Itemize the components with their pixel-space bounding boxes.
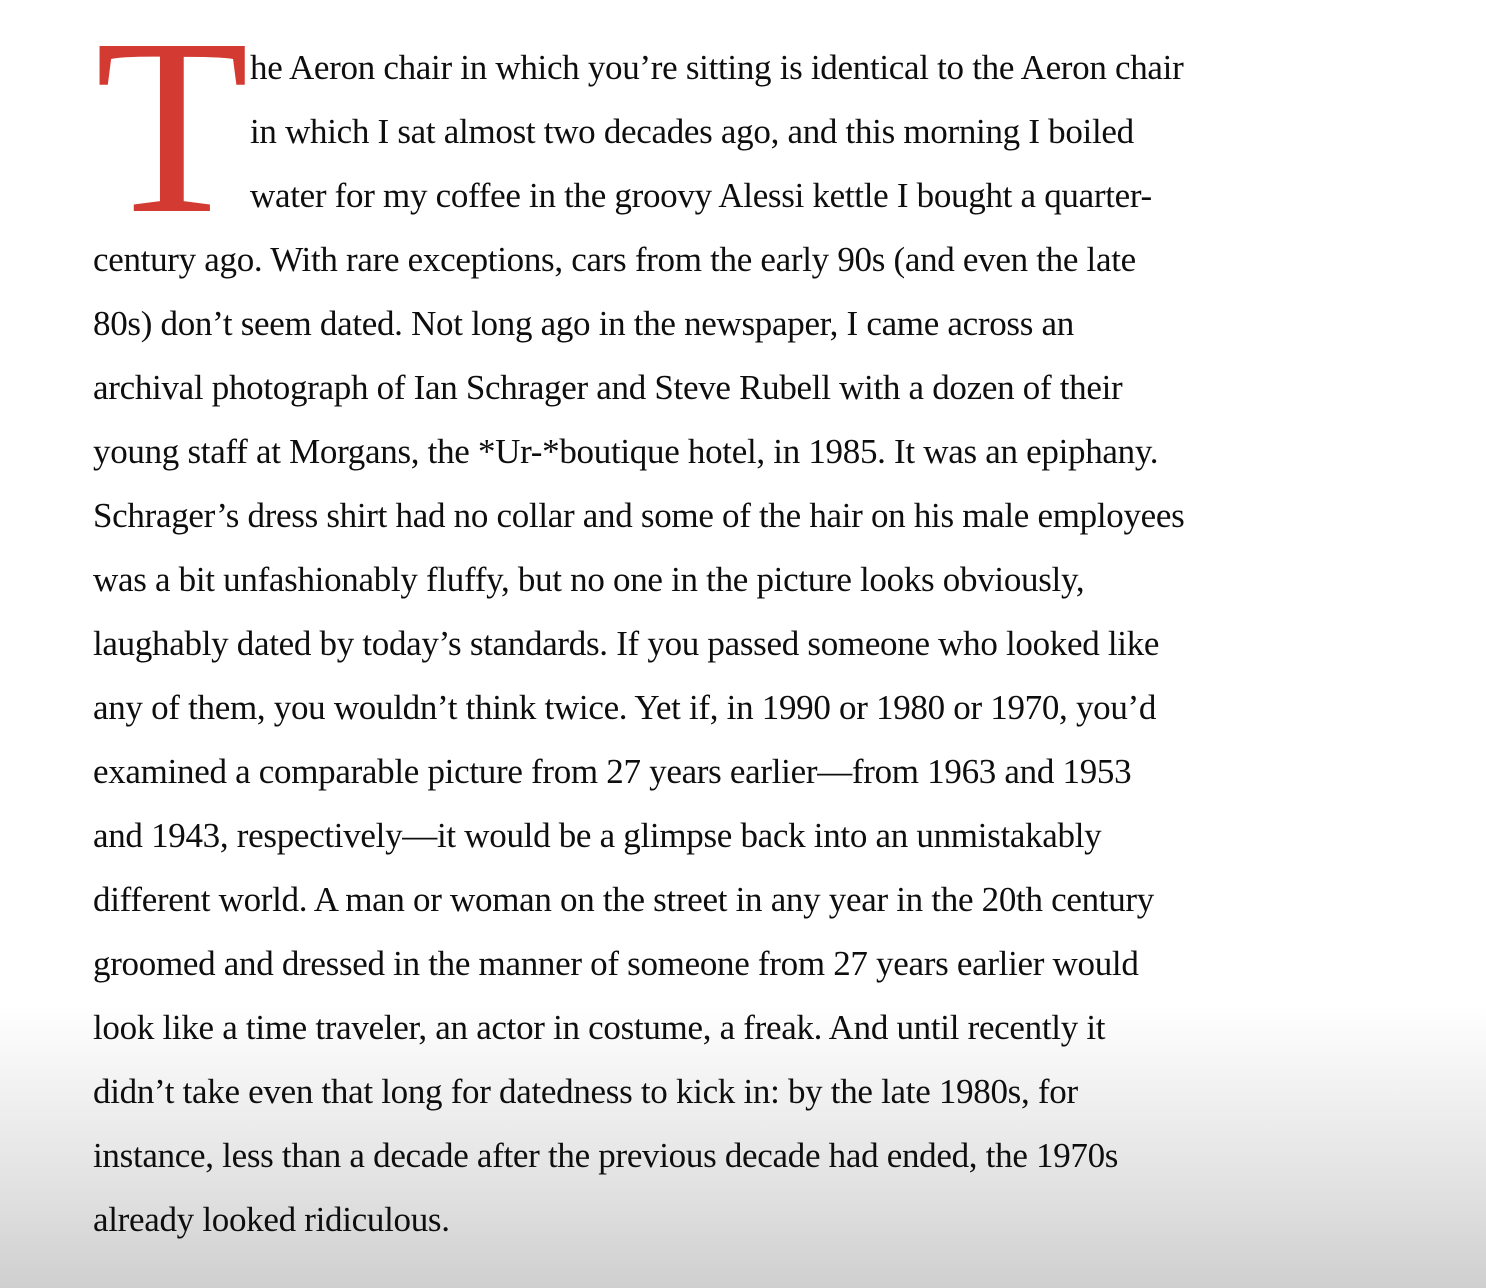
text-line: young staff at Morgans, the *Ur-*boutique hotel, in 1985. It was an epiphany. [93,432,1159,471]
text-line: archival photograph of Ian Schrager and Steve Rubell with a dozen of their [93,368,1123,407]
drop-cap-letter: T [95,0,249,266]
text-line: different world. A man or woman on the street in any year in the 20th century [93,880,1154,919]
text-line: examined a comparable picture from 27 years earlier—from 1963 and 1953 [93,752,1132,791]
text-line: any of them, you wouldn’t think twice. Yet if, in 1990 or 1980 or 1970, you’d [93,688,1157,727]
text-line: and 1943, respectively—it would be a glimpse back into an unmistakably [93,816,1102,855]
text-line: look like a time traveler, an actor in costume, a freak. And until recently it [93,1008,1106,1047]
text-line: he Aeron chair in which you’re sitting is identical to the Aeron chair [250,48,1184,87]
text-line: in which I sat almost two decades ago, and this morning I boiled [250,112,1134,151]
text-line: Schrager’s dress shirt had no collar and some of the hair on his male employees [93,496,1185,535]
text-line: already looked ridiculous. [93,1200,450,1239]
text-line: century ago. With rare exceptions, cars from the early 90s (and even the late [93,240,1136,279]
text-line: laughably dated by today’s standards. If you passed someone who looked like [93,624,1160,663]
text-line: was a bit unfashionably fluffy, but no one in the picture looks obviously, [93,560,1085,599]
text-line: didn’t take even that long for datedness to kick in: by the late 1980s, for [93,1072,1078,1111]
text-line: instance, less than a decade after the previous decade had ended, the 1970s [93,1136,1119,1175]
text-line: groomed and dressed in the manner of someone from 27 years earlier would [93,944,1139,983]
text-line: water for my coffee in the groovy Alessi kettle I bought a quarter- [250,176,1152,215]
article-body [93,36,1423,1252]
text-line: 80s) don’t seem dated. Not long ago in the newspaper, I came across an [93,304,1074,343]
